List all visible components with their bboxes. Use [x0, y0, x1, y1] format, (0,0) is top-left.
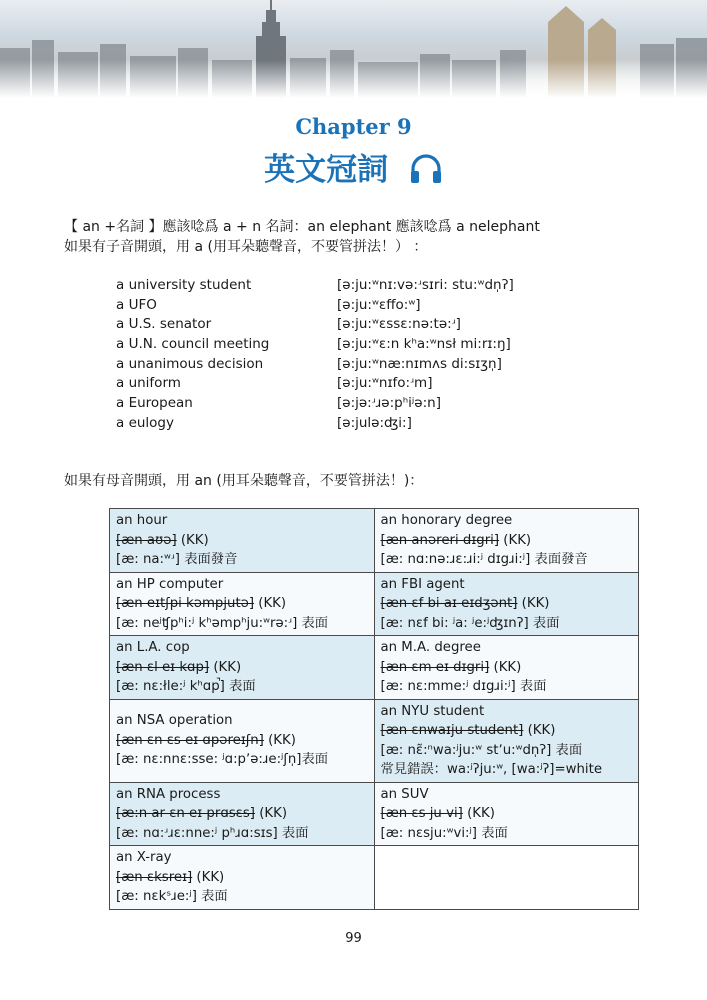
- cell-kk-struck: [æn ɛf bi aɪ eɪdʒənt]: [380, 596, 518, 611]
- table-cell: [110, 509, 375, 573]
- cell-kk-line: [116, 731, 368, 751]
- cell-surface: [æ: nɛf bi: ʲa: ʲe:ʲʤɪnʔ] 表面: [380, 615, 560, 631]
- cell-word: an honorary degree: [380, 513, 513, 528]
- intro-rule: 【 an +名詞 】應該唸爲 a + n 名詞：an elephant 應該唸爲 a nelephant: [64, 219, 540, 235]
- cell-kk-tag: (KK): [255, 806, 288, 821]
- cell-word: an RNA process: [116, 786, 221, 802]
- cell-word: an HP computer: [116, 576, 224, 592]
- chapter-title: 英文冠詞: [264, 152, 389, 188]
- cell-kk-line: [116, 804, 368, 824]
- cell-surface: [æ: nɑ:nə:ɹɛ:ɹi:ʲ dɪgɹi:ʲ] 表面發音: [380, 552, 588, 567]
- cell-kk-struck: [æn ɛs ju vi]: [380, 806, 463, 821]
- example-ipa: [ə:ju:ʷnɪfo:ʴm]: [337, 375, 433, 392]
- cell-surface: [æ: nɑ:ʴɹɛ:nne:ʲ pʰɹɑ:sɪs] 表面: [116, 825, 309, 841]
- cell-common-error-note: 常見錯誤：wa:ʲʔju:ʷ, [wa:ʲʔ]=white: [380, 762, 603, 777]
- headphones-icon[interactable]: [409, 154, 443, 184]
- cell-kk-struck: [æn ɛksreɪ]: [116, 869, 193, 885]
- cell-kk-struck: [æn aʊə]: [116, 532, 177, 548]
- consonant-rule: 如果有子音開頭，用 a (用耳朵聽聲音，不要管拼法！） ：: [64, 239, 428, 255]
- city-skyline-illustration: [0, 0, 707, 98]
- table-cell: [110, 572, 375, 636]
- cell-kk-struck: [æn ɛn ɛs eɪ ɑpəreɪʃn]: [116, 732, 264, 748]
- cell-surface: [æ: nɛ:łle:ʲ kʰɑp̚] 表面: [116, 679, 256, 694]
- cell-surface: [æ: nɛ:nnɛ:sse: ʲɑ:pʼə:ɹe:ʲʃn̩]表面: [116, 752, 329, 768]
- chapter-title-row: [0, 144, 707, 189]
- empty-table-cell: [374, 846, 639, 910]
- cell-word: an M.A. degree: [380, 640, 481, 655]
- example-ipa: [ə:julə:ʤi:]: [337, 414, 412, 431]
- cell-kk-line: [116, 594, 368, 614]
- cell-kk-line: [116, 868, 368, 888]
- cell-kk-tag: (KK): [192, 869, 225, 885]
- example-word: a European: [116, 395, 193, 412]
- cell-kk-line: [381, 721, 633, 741]
- cell-surface: [æ: neʲʧpʰi:ʲ kʰəmpʰju:ʷrə:ʴ] 表面: [116, 615, 329, 631]
- vowel-rule: 如果有母音開頭，用 an (用耳朵聽聲音，不要管拼法！)：: [64, 473, 424, 489]
- cell-kk-tag: (KK): [499, 532, 532, 548]
- table-cell: [110, 846, 375, 910]
- example-ipa: [ə:ju:ʷɛssɛ:nə:tə:ʴ]: [337, 316, 461, 333]
- cell-kk-struck: [æ:n ar ɛn eɪ prɑsɛs]: [116, 806, 255, 821]
- table-row: [110, 782, 639, 846]
- cell-word: an L.A. cop: [116, 640, 190, 655]
- cell-kk-tag: (KK): [254, 596, 287, 611]
- table-row: [110, 636, 639, 700]
- page-number: 99: [345, 931, 362, 946]
- cell-surface: [æ: nɛ:mme:ʲ dɪgɹi:ʲ] 表面: [380, 679, 547, 694]
- table-cell: [374, 699, 639, 782]
- example-ipa: [ə:ju:ʷɛ:n kʰa:ʷnsł mi:rɪ:ŋ]: [337, 336, 511, 353]
- cell-kk-tag: (KK): [517, 596, 550, 611]
- example-word: a unanimous decision: [116, 355, 264, 372]
- example-ipa: [ə:ju:ʷnɪ:və:ʴsɪri: stu:ʷdn̩ʔ]: [337, 277, 514, 293]
- cell-word: an FBI agent: [380, 576, 465, 592]
- table-row: [110, 699, 639, 782]
- table-cell: [374, 636, 639, 700]
- table-cell: [110, 782, 375, 846]
- cell-kk-struck: [æn ɛm eɪ dɪgri]: [380, 659, 490, 675]
- cell-kk-struck: [æn ɛl eɪ kɑp]: [116, 659, 210, 675]
- cell-kk-tag: (KK): [176, 532, 209, 548]
- cell-surface: [æ: na:ʷʴ] 表面發音: [116, 552, 238, 567]
- table-cell: [110, 699, 375, 782]
- example-ipa: [ə:jə:ʴɹə:pʰiʲə:n]: [337, 395, 441, 412]
- skyline-banner: [0, 0, 707, 98]
- cell-surface: [æ: nɛsju:ʷvi:ʲ] 表面: [380, 825, 508, 841]
- table-cell: [374, 572, 639, 636]
- example-ipa: [ə:ju:ʷɛffo:ʷ]: [337, 296, 421, 313]
- table-cell: [374, 509, 639, 573]
- cell-kk-struck: [æn ɛnwaɪju student]: [380, 723, 524, 738]
- cell-word: an X-ray: [116, 850, 172, 865]
- cell-kk-line: [381, 531, 633, 551]
- example-word: a U.N. council meeting: [116, 336, 270, 353]
- cell-kk-line: [116, 658, 368, 678]
- table-row: [110, 509, 639, 573]
- cell-word: an NYU student: [380, 703, 485, 719]
- cell-kk-tag: (KK): [263, 732, 296, 748]
- example-word: a eulogy: [116, 414, 174, 431]
- example-ipa: [ə:ju:ʷnæ:nɪmʌs di:sɪʒn̩]: [337, 355, 502, 372]
- cell-word: an SUV: [380, 786, 429, 802]
- example-word: a UFO: [116, 296, 157, 313]
- chapter-label: Chapter 9: [295, 114, 412, 139]
- table-row: [110, 846, 639, 910]
- cell-surface: [æ: nɛkˢɹe:ʲ] 表面: [116, 889, 228, 904]
- example-word: a U.S. senator: [116, 316, 212, 333]
- table-cell: [374, 782, 639, 846]
- cell-kk-tag: (KK): [209, 659, 242, 675]
- cell-word: an hour: [116, 513, 168, 528]
- cell-kk-line: [116, 531, 368, 551]
- example-word: a uniform: [116, 375, 181, 392]
- cell-word: an NSA operation: [116, 713, 233, 729]
- table-row: [110, 572, 639, 636]
- cell-kk-tag: (KK): [523, 723, 556, 738]
- cell-kk-line: [381, 804, 633, 824]
- cell-kk-struck: [æn anəreri dɪgri]: [380, 532, 500, 548]
- cell-surface: [æ: nɛ̃:ⁿwa:ʲju:ʷ stʼu:ʷdn̩ʔ] 表面: [380, 742, 583, 758]
- cell-kk-line: [381, 658, 633, 678]
- cell-kk-tag: (KK): [462, 806, 495, 821]
- cell-kk-line: [381, 594, 633, 614]
- cell-kk-tag: (KK): [489, 659, 522, 675]
- cell-kk-struck: [æn eɪtʃpi kəmpjutə]: [116, 596, 255, 611]
- table-cell: [110, 636, 375, 700]
- vowel-example-table: [109, 508, 639, 910]
- example-word: a university student: [116, 277, 252, 293]
